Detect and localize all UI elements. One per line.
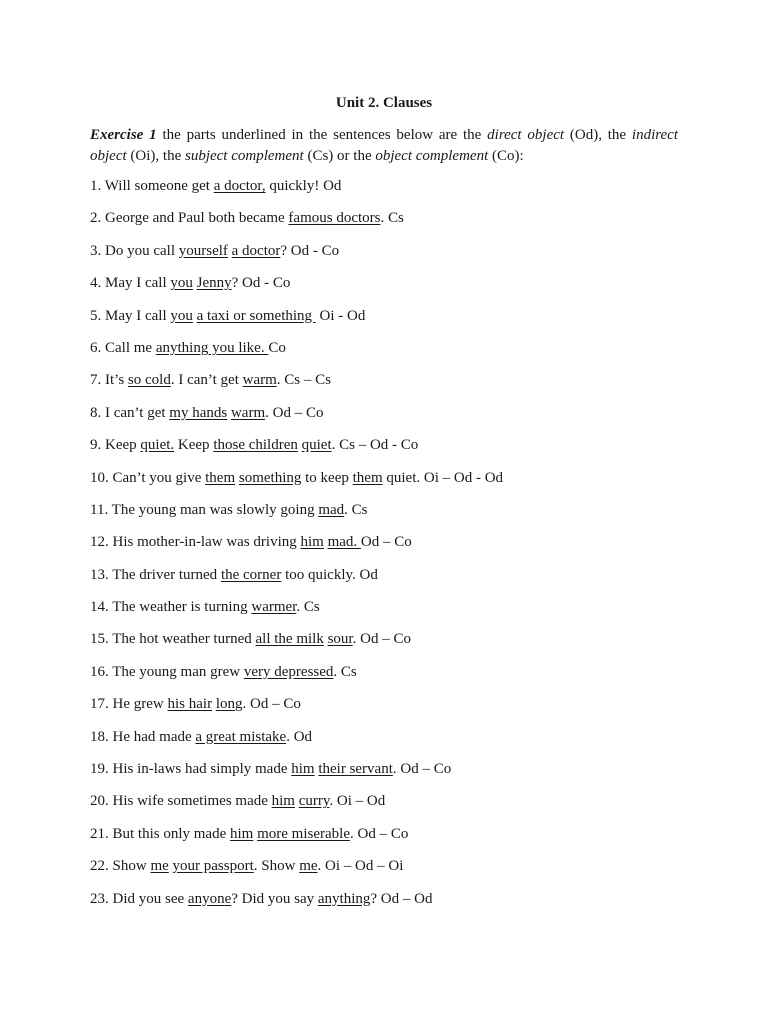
exercise-sentence xyxy=(90,565,690,597)
sentence-text: to keep xyxy=(301,469,353,486)
underlined-phrase: very depressed xyxy=(243,663,334,680)
sentence-text: 7. It’s xyxy=(90,372,128,389)
sentence-text: 14. The weather is turning xyxy=(90,599,252,616)
exercise-instructions xyxy=(90,125,678,167)
sentence-text: 2. George and Paul both became xyxy=(90,210,289,227)
exercise-sentence xyxy=(90,468,690,500)
underlined-phrase: a doctor xyxy=(231,242,281,259)
sentence-text: 6. Call me xyxy=(90,339,156,356)
sentence-text: 11. The young man was slowly going xyxy=(90,501,319,518)
term-object-complement: object complement xyxy=(375,148,489,164)
exercise-sentence-list xyxy=(90,176,690,921)
page-title: Unit 2. Clauses xyxy=(335,95,433,111)
sentence-text: Od – Co xyxy=(360,534,412,551)
instruction-text: (Cs) or the xyxy=(303,148,376,164)
exercise-sentence xyxy=(90,727,690,759)
sentence-text: 18. He had made xyxy=(90,728,196,745)
underlined-phrase: warmer xyxy=(251,599,297,616)
underlined-phrase: their servant xyxy=(318,761,393,778)
sentence-text: 12. His mother-in-law was driving xyxy=(90,534,301,551)
sentence-text: . Od – Co xyxy=(265,404,324,421)
instruction-text: (Od), the xyxy=(564,127,632,143)
underlined-phrase: so cold xyxy=(127,372,171,389)
exercise-sentence xyxy=(90,694,690,726)
sentence-text: . Cs – Cs xyxy=(276,372,331,389)
term-subject-complement: subject complement xyxy=(184,148,304,164)
sentence-text: ? Od - Co xyxy=(280,242,340,259)
sentence-text: . Cs xyxy=(380,210,404,227)
sentence-text: . Od – Co xyxy=(349,825,409,842)
sentence-text: 4. May I call xyxy=(90,275,171,292)
sentence-text: . Oi – Od xyxy=(329,793,386,810)
exercise-sentence xyxy=(90,629,690,661)
sentence-text: ? Od – Od xyxy=(370,890,433,907)
exercise-sentence xyxy=(90,306,690,338)
underlined-phrase: all the milk xyxy=(255,631,324,648)
underlined-phrase: a great mistake xyxy=(195,728,287,745)
underlined-phrase: more miserable xyxy=(257,825,350,842)
underlined-phrase: his hair xyxy=(167,696,213,713)
underlined-phrase: your passport xyxy=(172,858,254,875)
sentence-text: . Od – Co xyxy=(242,696,301,713)
sentence-text: 10. Can’t you give xyxy=(90,469,206,486)
underlined-phrase: him xyxy=(300,534,324,551)
exercise-sentence xyxy=(90,403,690,435)
sentence-text: Keep xyxy=(174,437,214,454)
sentence-text: 17. He grew xyxy=(90,696,168,713)
underlined-phrase: sour xyxy=(327,631,353,648)
sentence-text: . Cs xyxy=(296,599,320,616)
underlined-phrase: you xyxy=(170,275,193,292)
sentence-text: Oi - Od xyxy=(315,307,366,324)
underlined-phrase: mad xyxy=(318,501,345,518)
underlined-phrase: me xyxy=(299,858,318,875)
underlined-phrase: him xyxy=(230,825,254,842)
underlined-phrase: long xyxy=(215,696,243,713)
instruction-text: (Co): xyxy=(488,148,524,164)
sentence-text: 19. His in-laws had simply made xyxy=(90,761,292,778)
underlined-phrase: me xyxy=(150,858,169,875)
underlined-phrase: a doctor, xyxy=(213,178,266,194)
sentence-text: 21. But this only made xyxy=(90,825,230,842)
sentence-text: . Od xyxy=(286,728,313,745)
exercise-sentence xyxy=(90,338,690,370)
underlined-phrase: anything xyxy=(317,890,371,907)
sentence-text: Co xyxy=(268,339,286,356)
exercise-sentence xyxy=(90,532,690,564)
exercise-sentence xyxy=(90,791,690,823)
sentence-text: 22. Show xyxy=(90,858,151,875)
exercise-sentence xyxy=(90,435,690,467)
exercise-sentence xyxy=(90,176,690,208)
exercise-sentence xyxy=(90,856,690,888)
sentence-text: ? Did you say xyxy=(231,890,318,907)
sentence-text: 13. The driver turned xyxy=(90,566,221,583)
underlined-phrase: those children xyxy=(213,437,298,454)
sentence-text: . Od – Co xyxy=(392,761,452,778)
underlined-phrase: curry xyxy=(298,793,330,810)
exercise-sentence xyxy=(90,241,690,273)
exercise-sentence xyxy=(90,759,690,791)
instruction-text: (Oi), the xyxy=(126,148,185,164)
underlined-phrase: the corner xyxy=(220,566,282,583)
exercise-sentence xyxy=(90,662,690,694)
underlined-phrase: you xyxy=(170,307,193,324)
underlined-phrase: a taxi or something xyxy=(196,307,316,324)
sentence-text: 3. Do you call xyxy=(90,242,179,259)
underlined-phrase: them xyxy=(352,469,383,486)
sentence-text: . Show xyxy=(253,858,300,875)
underlined-phrase: them xyxy=(205,469,236,486)
underlined-phrase: warm xyxy=(230,404,266,421)
sentence-text: quickly! Od xyxy=(265,178,342,194)
underlined-phrase: Jenny xyxy=(196,275,232,292)
underlined-phrase: something xyxy=(238,469,302,486)
underlined-phrase: quiet. xyxy=(140,437,175,454)
exercise-sentence xyxy=(90,370,690,402)
exercise-sentence xyxy=(90,500,690,532)
sentence-text: quiet. Oi – Od - Od xyxy=(382,469,504,486)
underlined-phrase: famous doctors xyxy=(288,210,381,227)
sentence-text: 1. Will someone get xyxy=(90,178,214,194)
sentence-text: . Cs xyxy=(333,663,357,680)
underlined-phrase: him xyxy=(271,793,295,810)
exercise-sentence xyxy=(90,597,690,629)
sentence-text: ? Od - Co xyxy=(231,275,291,292)
underlined-phrase: yourself xyxy=(178,242,228,259)
underlined-phrase: him xyxy=(291,761,315,778)
sentence-text: 9. Keep xyxy=(90,437,141,454)
exercise-sentence xyxy=(90,824,690,856)
sentence-text: . Cs – Od - Co xyxy=(331,437,419,454)
underlined-phrase: mad. xyxy=(327,534,361,551)
sentence-text: 16. The young man grew xyxy=(90,663,244,680)
sentence-text: . I can’t get xyxy=(170,372,243,389)
exercise-label: Exercise 1 xyxy=(90,127,157,143)
underlined-phrase: anything you like. xyxy=(155,339,269,356)
exercise-sentence xyxy=(90,889,690,921)
term-direct-object: direct object xyxy=(487,127,565,143)
sentence-text: 15. The hot weather turned xyxy=(90,631,256,648)
sentence-text: 5. May I call xyxy=(90,307,171,324)
sentence-text: . Od – Co xyxy=(352,631,411,648)
sentence-text: 20. His wife sometimes made xyxy=(90,793,272,810)
sentence-text: 23. Did you see xyxy=(90,890,188,907)
sentence-text: . Cs xyxy=(344,501,368,518)
exercise-sentence xyxy=(90,208,690,240)
exercise-sentence xyxy=(90,273,690,305)
sentence-text: too quickly. Od xyxy=(281,566,378,583)
instruction-text: the parts underlined in the sentences below are the xyxy=(156,127,488,143)
underlined-phrase: warm xyxy=(242,372,277,389)
underlined-phrase: my hands xyxy=(169,404,228,421)
underlined-phrase: anyone xyxy=(187,890,232,907)
sentence-text: . Oi – Od – Oi xyxy=(317,858,404,875)
underlined-phrase: quiet xyxy=(301,437,332,454)
sentence-text: 8. I can’t get xyxy=(90,404,170,421)
term-indirect-object: indirect object xyxy=(90,127,679,164)
